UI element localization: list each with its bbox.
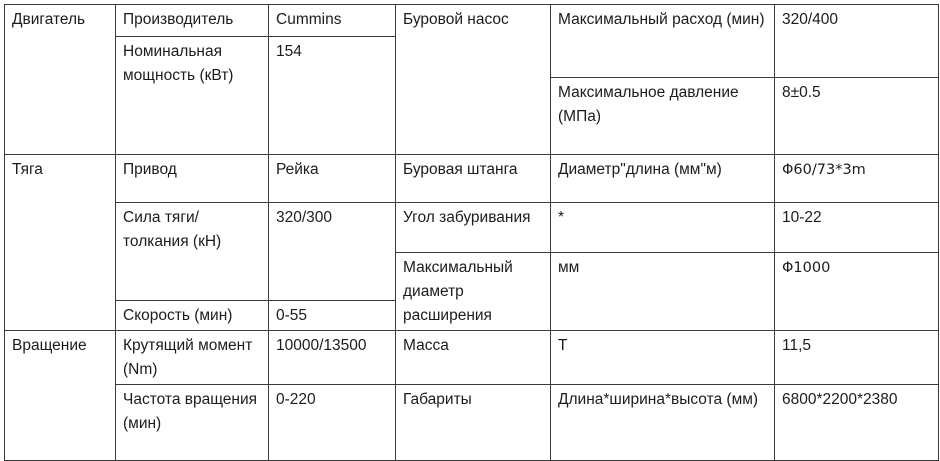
param-torque-value: 10000/13500 bbox=[269, 331, 396, 385]
param-entry-angle-label: Угол забуривания bbox=[396, 203, 551, 253]
param-entry-angle-unit: * bbox=[551, 203, 775, 253]
param-speed-value: 0-55 bbox=[269, 301, 396, 331]
param-max-reaming-diameter-value: Φ1000 bbox=[775, 253, 939, 331]
param-drive-value: Рейка bbox=[269, 155, 396, 203]
param-drive-label: Привод bbox=[116, 155, 269, 203]
param-manufacturer-label: Производитель bbox=[116, 5, 269, 37]
param-entry-angle-value: 10-22 bbox=[775, 203, 939, 253]
param-dimensions-label: Габариты bbox=[396, 385, 551, 461]
param-max-reaming-diameter-unit: мм bbox=[551, 253, 775, 331]
param-drill-rod-label: Буровая штанга bbox=[396, 155, 551, 203]
table-row bbox=[5, 5, 939, 37]
param-manufacturer-value: Cummins bbox=[269, 5, 396, 37]
section-rotation: Вращение bbox=[5, 331, 116, 461]
param-rotation-speed-value: 0-220 bbox=[269, 385, 396, 461]
param-rated-power-value: 154 bbox=[269, 37, 396, 155]
param-speed-label: Скорость (мин) bbox=[116, 301, 269, 331]
param-mass-label: Масса bbox=[396, 331, 551, 385]
param-max-pressure-value: 8±0.5 bbox=[775, 78, 939, 155]
table-row bbox=[5, 203, 939, 253]
param-pull-push-force-value: 320/300 bbox=[269, 203, 396, 301]
param-pull-push-force-label: Сила тяги/толкания (кН) bbox=[116, 203, 269, 301]
section-engine: Двигатель bbox=[5, 5, 116, 155]
param-diameter-length-value: Φ60/73*3m bbox=[775, 155, 939, 203]
param-dimensions-value: 6800*2200*2380 bbox=[775, 385, 939, 461]
section-traction: Тяга bbox=[5, 155, 116, 331]
param-max-reaming-diameter-label: Максимальный диаметр расширения bbox=[396, 253, 551, 331]
specifications-table bbox=[4, 4, 939, 461]
param-rated-power-label: Номинальная мощность (кВт) bbox=[116, 37, 269, 155]
table-row bbox=[5, 155, 939, 203]
section-mud-pump: Буровой насос bbox=[396, 5, 551, 155]
param-max-flow-value: 320/400 bbox=[775, 5, 939, 78]
table-row bbox=[5, 331, 939, 385]
param-max-flow-label: Максимальный расход (мин) bbox=[551, 5, 775, 78]
param-rotation-speed-label: Частота вращения (мин) bbox=[116, 385, 269, 461]
param-dimensions-unit: Длина*ширина*высота (мм) bbox=[551, 385, 775, 461]
param-diameter-length-label: Диаметр"длина (мм"м) bbox=[551, 155, 775, 203]
param-torque-label: Крутящий момент (Nm) bbox=[116, 331, 269, 385]
param-max-pressure-label: Максимальное давление (МПа) bbox=[551, 78, 775, 155]
table-row bbox=[5, 385, 939, 461]
param-mass-unit: T bbox=[551, 331, 775, 385]
param-mass-value: 11,5 bbox=[775, 331, 939, 385]
